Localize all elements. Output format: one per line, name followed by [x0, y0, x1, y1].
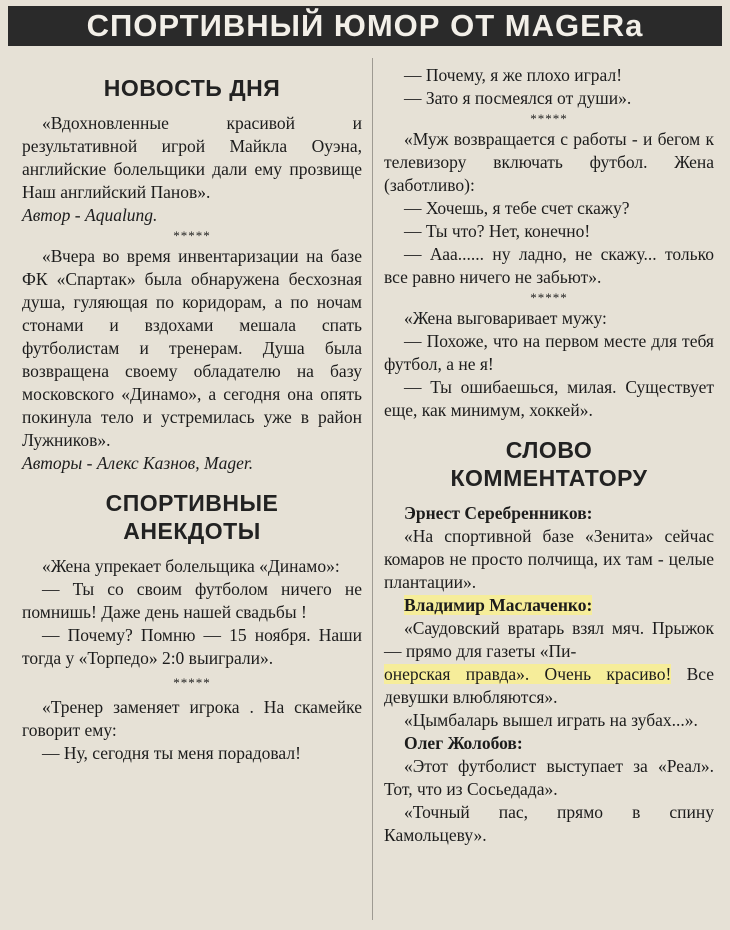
news-of-day-heading: НОВОСТЬ ДНЯ: [103, 75, 281, 101]
news-item-1: «Вдохновленные красивой и результативной игрой Майкла Оуэна, английские болельщики дали ему прозвище Наш английский Панов».: [22, 113, 362, 202]
sport-jokes-heading-line2: АНЕКДОТЫ: [123, 518, 261, 544]
quote-part: Все девушки влюбляются».: [384, 664, 714, 707]
separator-stars: *****: [530, 290, 568, 305]
separator-stars: *****: [173, 675, 211, 690]
right-column: [384, 58, 714, 847]
quote-part: «Саудовский вратарь взял мяч. Прыжок — прямо для газеты «Пи-: [384, 618, 714, 661]
commentator-quote: «Цымбаларь вышел играть на зубах...».: [404, 710, 698, 730]
joke-1-line-2: — Почему? Помню — 15 ноября. Наши тогда у «Торпедо» 2:0 выиграли».: [22, 625, 362, 668]
highlighted-quote-part: онерская правда». Очень красиво!: [384, 664, 672, 684]
joke-4-line-2: — Ты ошибаешься, милая. Существует еще, как минимум, хоккей».: [384, 377, 714, 420]
joke-2-intro: «Тренер заменяет игрока . На скамейке говорит ему:: [22, 697, 362, 740]
news-item-2: «Вчера во время инвентаризации на базе ФК «Спартак» была обнаружена бесхозная душа, гуляющая по коридорам, а по ночам стонами и вздохами мешала спать футболистам и тренерам. Душа была возвращена своему обладателю на базу московского «Динамо», а сегодня она опять покинула тело и устремилась уже в район Лужников».: [22, 246, 362, 450]
joke-3-intro: «Муж возвращается с работы - и бегом к телевизору включать футбол. Жена (заботливо):: [384, 129, 714, 195]
news-item-1-credit: Автор - Aqualung.: [22, 205, 158, 225]
joke-3-line-1: — Хочешь, я тебе счет скажу?: [404, 198, 630, 218]
joke-4-line-1: — Похоже, что на первом месте для тебя футбол, а не я!: [384, 331, 714, 374]
joke-2-line-2: — Почему, я же плохо играл!: [404, 65, 623, 85]
left-column: [22, 58, 362, 765]
highlighted-name: Владимир Маслаченко:: [404, 595, 593, 615]
joke-3-line-2: — Ты что? Нет, конечно!: [404, 221, 591, 241]
commentator-name: Олег Жолобов:: [404, 733, 523, 753]
joke-1-line-1: — Ты со своим футболом ничего не помнишь! Даже день нашей свадьбы !: [22, 579, 362, 622]
page-banner: СПОРТИВНЫЙ ЮМОР ОТ MAGERа: [8, 6, 722, 46]
news-item-2-credit: Авторы - Алекс Казнов, Mager.: [22, 453, 254, 473]
commentator-quote: «Точный пас, прямо в спину Камольцеву».: [384, 802, 714, 845]
commentator-heading-line2: КОММЕНТАТОРУ: [450, 465, 648, 491]
joke-1-intro: «Жена упрекает болельщика «Динамо»:: [42, 556, 340, 576]
commentator-quote-highlighted: [384, 617, 714, 709]
commentator-heading-line1: СЛОВО: [505, 437, 593, 463]
separator-stars: *****: [530, 111, 568, 126]
commentator-quote: «На спортивной базе «Зенита» сейчас комаров не просто полчища, их там - целые плантации».: [384, 526, 714, 592]
joke-2-line-3: — Зато я посмеялся от души».: [404, 88, 632, 108]
separator-stars: *****: [173, 228, 211, 243]
sport-jokes-heading-line1: СПОРТИВНЫЕ: [105, 490, 279, 516]
commentator-name: Эрнест Серебренников:: [404, 503, 593, 523]
joke-2-line-1: — Ну, сегодня ты меня порадовал!: [42, 743, 301, 763]
column-divider: [372, 58, 373, 920]
joke-4-intro: «Жена выговаривает мужу:: [404, 308, 607, 328]
joke-3-line-3: — Ааа...... ну ладно, не скажу... только все равно ничего не забьют».: [384, 244, 714, 287]
commentator-quote: «Этот футболист выступает за «Реал». Тот, что из Сосьедада».: [384, 756, 714, 799]
commentator-name-highlighted: [384, 594, 714, 617]
